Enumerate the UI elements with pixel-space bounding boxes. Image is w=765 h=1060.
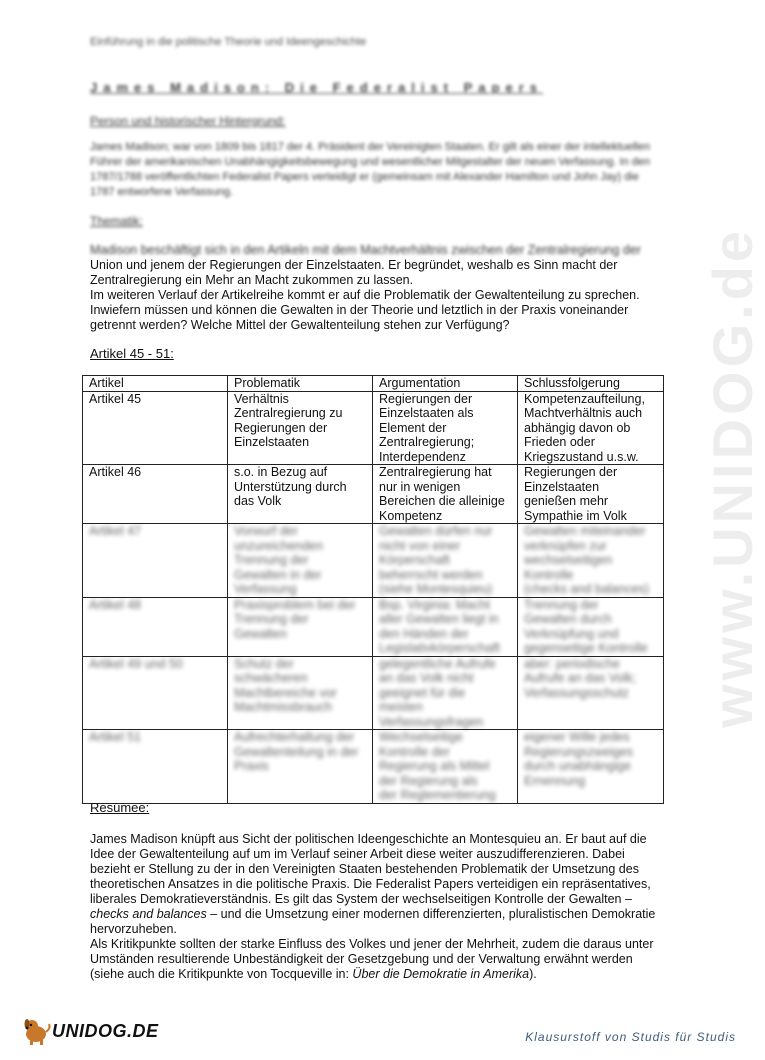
cell-text: Bsp. Virginia: Macht [379,597,490,612]
table-cell [83,524,228,598]
table-cell [83,391,228,465]
cell-text: aber: periodische [524,656,620,671]
table-cell [373,656,518,730]
cell-text: an das Volk nicht [379,671,474,685]
cell-text: s.o. in Bezug auf [234,465,328,479]
cell-text: Zentralregierung; [379,435,475,449]
cell-text: Element der [379,420,447,435]
cell-text: eigener Wille jedes [524,730,630,744]
cell-text: Praxis [234,759,269,773]
table-cell [83,465,228,524]
thematik-line: getrennt werden? Welche Mittel der Gewaltenteilung stehen zur Verfügung? [90,318,510,332]
dog-icon [22,1016,52,1046]
table-row-blurred [83,597,664,656]
table-cell [518,597,664,656]
cell-text: Aufrechterhaltung der [234,730,355,744]
person-paragraph: James Madison; war von 1809 bis 1817 der 4. Präsident der Vereinigten Staaten. Er gilt als einer der intellektuellen Führer der amerikanischen Unabhängigkeitsbewegung und wesentlicher Mitgestalter der neuen Verfassung. In den 1787/1788 veröffentlichten Federalist Papers verteidigt er (gemeinsam mit Alexander Hamilton und John Jay) die 1787 entworfene Verfassung. [90,141,651,198]
resumee-line: Umständen resultierende Unbeständigkeit der Gesetzgebung und der Verwaltung erwähnt werden [90,952,633,966]
table-cell [373,391,518,465]
table-cell [373,730,518,804]
thematik-line: Inwiefern müssen und können die Gewalten in der Theorie und letztlich in der Praxis voneinander [90,303,629,317]
resumee-line: theoretischen Ansatzes in die politische Praxis. Die Federalist Papers verteidigen ein repräsentatives, [90,877,651,891]
table-cell [373,524,518,598]
resumee-line: Idee der Gewaltenteilung auf um im Verlauf seiner Arbeit diese weiter auszudifferenzieren. Dabei [90,847,625,861]
cell-text: Verhältnis [234,391,289,406]
thematik-line: Union und jenem der Regierungen der Einzelstaaten. Er begründet, weshalb es Sinn macht der [90,258,618,272]
cell-text: Trennung der [234,612,309,626]
cell-text: geeignet für die [379,685,466,700]
table-cell [83,597,228,656]
cell-text: Regierungen der [524,465,618,479]
cell-text: Artikel 51 [89,730,142,744]
cell-text: Zentralregierung hat [379,465,492,479]
resumee-paragraph [90,832,670,982]
table-cell [518,656,664,730]
table-row-blurred [83,524,664,598]
table-cell [228,730,373,804]
person-heading: Person und historischer Hintergrund: [90,114,286,128]
emphasis-text: checks and balances [90,907,207,921]
cell-text: Kompetenzaufteilung, [524,391,645,406]
artikel-heading: Artikel 45 - 51: [90,346,174,361]
cell-text: den Händen der [379,626,469,641]
resumee-line: bezieht er Stellung zu der in den Vereinigten Staaten bestehenden Problematik der Umsetzung des [90,862,639,876]
cell-text: Gewalten durch [524,612,612,626]
cell-text: Machtverhältnis auch [524,406,643,420]
thematik-line: Im weiteren Verlauf der Artikelreihe kommt er auf die Problematik der Gewaltenteilung zu sprechen. [90,288,640,302]
cell-text: Verknüpfung und [524,626,619,641]
cell-text: Zentralregierung zu [234,406,343,420]
cell-text: (checks and balances) [524,582,650,596]
cell-text: Kontrolle der [379,744,450,759]
cell-text: genießen mehr [524,494,609,508]
table-header-row [83,376,664,392]
cell-text: Gewalten dürfen nur [379,524,493,538]
cell-text: durch unabhängige [524,759,632,773]
cell-text: Legislativkörperschaft [379,641,500,655]
cell-text: Verfassungsfragen [379,714,484,729]
table-cell [228,524,373,598]
table-cell [518,730,664,804]
cell-text: Schutz der [234,656,294,671]
thematik-line: Madison beschäftigt sich in den Artikeln mit dem Machtverhältnis zwischen der Zentralregierung der [90,243,641,257]
header-argumentation: Argumentation [373,376,518,392]
cell-text: Machtbereiche vor [234,685,337,700]
cell-text: Interdependenz [379,449,466,464]
cell-text: schwächeren [234,671,308,685]
cell-text: gegenseitige Kontrolle [524,641,648,655]
table-row [83,391,664,465]
cell-text: Regierungen der [234,420,328,435]
artikel-table [82,375,663,804]
table-row-blurred [83,656,664,730]
cell-text: gelegentliche Aufrufe [379,656,496,671]
unidog-logo[interactable] [22,1016,159,1046]
cell-text: abhängig davon ob [524,420,631,435]
resumee-line: James Madison knüpft aus Sicht der politischen Ideengeschichte an Montesquieu an. Er baut auf die [90,832,647,846]
cell-text: Einzelstaaten [524,479,600,494]
cell-text: Unterstützung durch [234,479,347,494]
cell-text: der Reglementierung [379,788,496,802]
thematik-paragraph [90,243,660,333]
cell-text: Kompetenz [379,508,443,523]
cell-text: Regierung als Mittel [379,759,490,773]
cell-text: Vorwurf der [234,524,298,538]
thematik-line: Zentralregierung ein Mehr an Macht zukommen zu lassen. [90,273,414,287]
cell-text: Einzelstaaten als [379,406,474,420]
cell-text: Artikel 46 [89,465,142,479]
table-cell [373,597,518,656]
logo-text: UNIDOG.DE [52,1020,159,1041]
footer-credit: Klausurstoff von Studis für Studis [525,1030,736,1044]
table-row-blurred [83,730,664,804]
running-header: Einführung in die politische Theorie und Ideengeschichte [90,36,367,48]
cell-text: Regierungen der [379,391,473,406]
cell-text: Praxisproblem bei der [234,597,356,612]
header-schlussfolgerung: Schlussfolgerung [518,376,664,392]
cell-text: verknüpfen zur [524,538,607,553]
cell-text: Frieden oder [524,435,595,449]
table-row [83,465,664,524]
cell-text: Gewalten in der [234,567,322,582]
cell-text: beherrscht werden [379,567,483,582]
document-title: James Madison: Die Federalist Papers [90,80,543,95]
resumee-line: hervorzuheben. [90,922,177,936]
cell-text: Aufrufe an das Volk; [524,671,636,685]
cell-text: Gewalten miteinander [524,524,646,538]
header-problematik: Problematik [228,376,373,392]
cell-text: meisten [379,700,423,714]
cell-text: Gewalten [234,626,287,641]
line-text: – und die Umsetzung einer modernen differenzierten, pluralistischen Demokratie [206,907,656,921]
table-cell [83,730,228,804]
table-cell [518,391,664,465]
table-cell [518,465,664,524]
header-artikel: Artikel [83,376,228,392]
cell-text: Wechselseitige [379,730,463,744]
cell-text: (siehe Montesquieu) [379,582,493,596]
table-cell [228,597,373,656]
table-cell [518,524,664,598]
cell-text: Verfassungsschutz [524,685,629,700]
cell-text: Artikel 49 und 50 [89,656,183,671]
resumee-line: liberales Demokratieverständnis. Es gilt das System der wechselseitigen Kontrolle der Gewalten – [90,892,632,906]
cell-text: wechselseitigen [524,553,613,567]
cell-text: Kriegszustand u.s.w. [524,449,639,464]
cell-text: Ernennung [524,773,586,788]
cell-text: nur in wenigen [379,479,461,494]
cell-text: Trennung der [524,597,599,612]
cell-text: Sympathie im Volk [524,508,627,523]
cell-text: Verfassung [234,582,297,596]
resumee-line: Als Kritikpunkte sollten der starke Einfluss des Volkes und jener der Mehrheit, zudem die daraus unter [90,937,654,951]
cell-text: nicht von einer [379,538,461,553]
cell-text: unzureichenden [234,538,323,553]
table-cell [228,465,373,524]
table-cell [83,656,228,730]
line-tail: ). [529,967,537,981]
table-cell [228,391,373,465]
table-cell [373,465,518,524]
cell-text: Artikel 45 [89,391,142,406]
table-cell [228,656,373,730]
cell-text: Bereichen die alleinige [379,494,505,508]
cell-text: Artikel 47 [89,524,142,538]
resumee-line [90,907,670,922]
thematik-heading: Thematik: [90,214,143,228]
emphasis-text: Über die Demokratie in Amerika [352,967,530,981]
cell-text: Gewaltenteilung in der [234,744,359,759]
line-text: (siehe auch die Kritikpunkte von Tocqueville in: [90,967,353,981]
cell-text: Einzelstaaten [234,435,310,449]
cell-text: Trennung der [234,553,309,567]
cell-text: Kontrolle [524,567,574,582]
resumee-line [90,967,670,982]
resumee-heading: Resümee: [90,800,150,815]
cell-text: der Regierung als [379,773,478,788]
cell-text: aller Gewalten liegt in [379,612,499,626]
cell-text: das Volk [234,494,282,508]
cell-text: Körperschaft [379,553,450,567]
cell-text: Artikel 48 [89,597,142,612]
cell-text: Regierungszweiges [524,744,634,759]
cell-text: Machtmissbrauch [234,700,332,714]
watermark-text: www.UNIDOG.de [701,226,764,728]
